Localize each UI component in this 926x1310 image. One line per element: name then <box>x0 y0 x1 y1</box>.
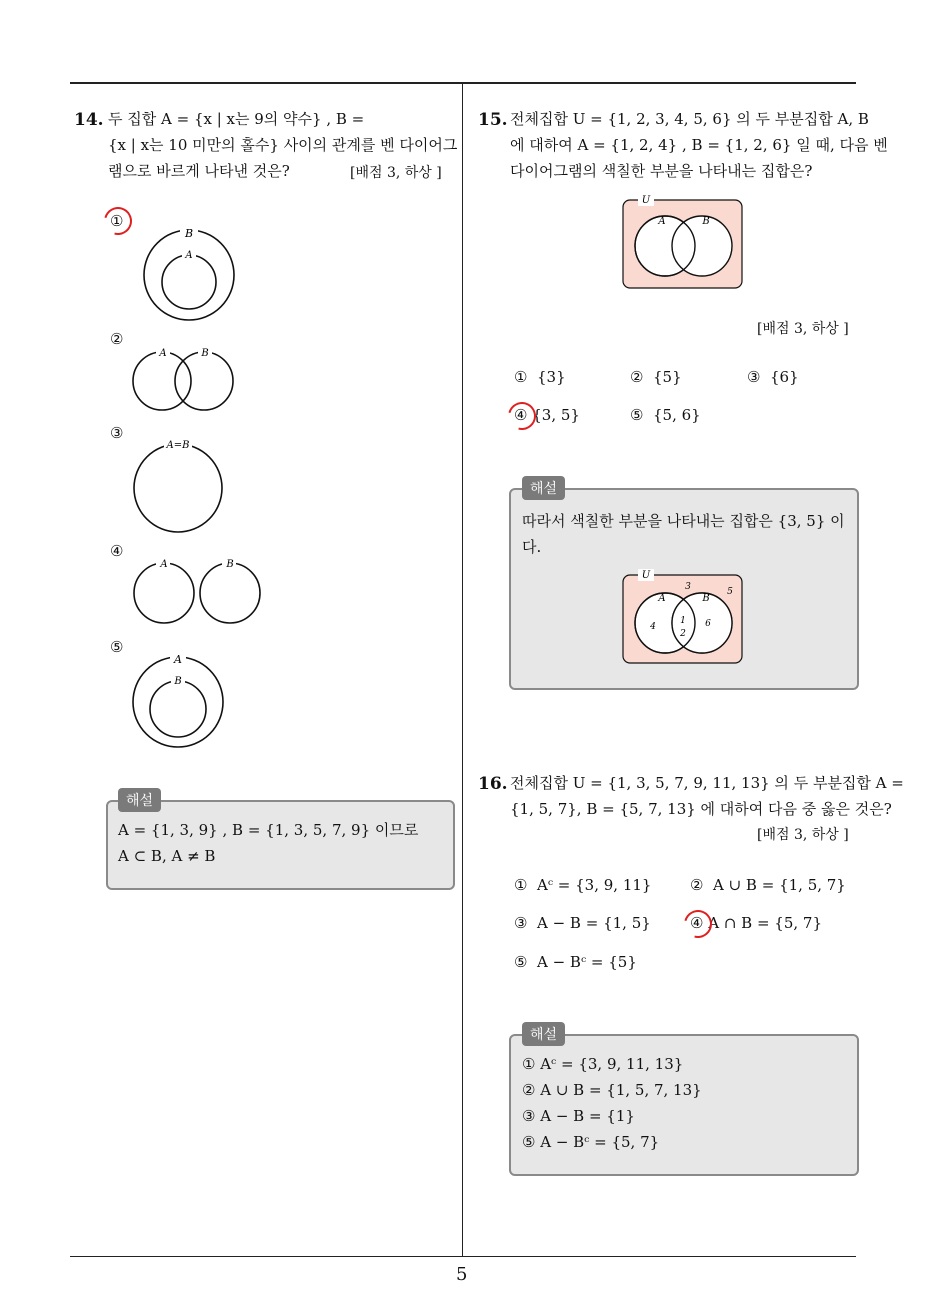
q15-option-3-text: {6} <box>770 368 799 386</box>
q16-option-1-label: ① <box>514 876 528 894</box>
q14-opt1-label-b: B <box>184 227 194 240</box>
q14-opt3-label-ab: A=B <box>166 440 190 451</box>
q15-option-2[interactable] <box>630 368 682 386</box>
q15-option-5-text: {5, 6} <box>653 406 701 424</box>
q15-solution-line1: 따라서 색칠한 부분을 나타내는 집합은 {3, 5} 이 <box>522 512 845 530</box>
q14-option-5-venn <box>130 652 230 752</box>
q14-line1: 두 집합 A = {x | x는 9의 약수} , B = <box>108 110 365 128</box>
q16-option-2-label: ② <box>690 876 704 894</box>
q16-option-5-label: ⑤ <box>514 953 528 971</box>
q15-sol-venn-label-u: U <box>641 570 651 581</box>
q16-option-3-text: A − B = {1, 5} <box>537 914 651 932</box>
q14-option-2-label[interactable]: ② <box>110 330 124 348</box>
q14-solution-line2: A ⊂ B, A ≠ B <box>118 847 216 865</box>
q15-option-3-label: ③ <box>747 368 761 386</box>
q15-sol-venn-num-5: 5 <box>727 587 733 597</box>
q14-option-4-label[interactable]: ④ <box>110 542 124 560</box>
q15-venn-label-a: A <box>658 216 666 227</box>
q16-option-4-label: ④ <box>690 914 704 932</box>
q14-number: 14. <box>74 110 104 130</box>
q15-venn-diagram <box>620 192 746 292</box>
q14-option-4-venn <box>130 556 270 626</box>
q15-solution-tag: 해설 <box>522 476 565 500</box>
q15-option-1-label: ① <box>514 368 528 386</box>
q14-opt4-label-b: B <box>226 559 234 570</box>
q15-line1: 전체집합 U = {1, 2, 3, 4, 5, 6} 의 두 부분집합 A, B <box>510 110 869 128</box>
q16-option-4-text: A ∩ B = {5, 7} <box>708 914 823 932</box>
q15-sol-venn-num-3: 3 <box>685 582 691 592</box>
q14-option-5-label[interactable]: ⑤ <box>110 638 124 656</box>
q15-sol-venn-num-6: 6 <box>705 619 711 629</box>
q14-opt2-label-b: B <box>201 348 209 359</box>
q15-points: [배점 3, 하상 ] <box>757 321 849 337</box>
q14-opt4-label-a: A <box>160 559 168 570</box>
q15-option-5[interactable] <box>630 406 701 424</box>
answer-mark-icon <box>503 397 541 435</box>
q14-points: [배점 3, 하상 ] <box>350 165 442 181</box>
q15-option-3[interactable] <box>747 368 799 386</box>
top-rule <box>70 82 856 84</box>
q16-solution-line1: ① Aᶜ = {3, 9, 11, 13} <box>522 1055 684 1073</box>
answer-mark-icon <box>679 905 717 943</box>
q15-sol-venn-num-4: 4 <box>650 622 656 632</box>
q16-number: 16. <box>478 774 508 794</box>
q15-option-5-label: ⑤ <box>630 406 644 424</box>
q16-points: [배점 3, 하상 ] <box>757 827 849 843</box>
q14-line2: {x | x는 10 미만의 홀수} 사이의 관계를 벤 다이어그 <box>108 136 458 154</box>
q15-option-4-text: {3, 5} <box>532 406 580 424</box>
page-number: 5 <box>456 1264 468 1285</box>
q14-opt1-label-a: A <box>185 250 193 261</box>
q14-option-1-venn <box>140 225 240 325</box>
q16-option-2-text: A ∪ B = {1, 5, 7} <box>713 876 846 894</box>
q15-sol-venn-label-a: A <box>658 593 666 604</box>
q16-option-2[interactable] <box>690 876 846 894</box>
q14-option-1-label[interactable]: ① <box>110 212 124 230</box>
q16-solution-line2: ② A ∪ B = {1, 5, 7, 13} <box>522 1081 702 1099</box>
q16-line1: 전체집합 U = {1, 3, 5, 7, 9, 11, 13} 의 두 부분집합 A = <box>510 774 904 792</box>
q15-sol-venn-num-1: 1 <box>680 616 686 626</box>
q16-option-5[interactable] <box>514 953 637 971</box>
q16-option-1[interactable] <box>514 876 651 894</box>
q15-venn-label-b: B <box>702 216 710 227</box>
q15-venn-label-u: U <box>641 195 651 206</box>
q15-solution-line2: 다. <box>522 538 542 556</box>
q15-number: 15. <box>478 110 508 130</box>
q15-option-1[interactable] <box>514 368 566 386</box>
q14-option-3-label[interactable]: ③ <box>110 424 124 442</box>
q14-option-3-venn <box>130 436 230 536</box>
q16-option-3-label: ③ <box>514 914 528 932</box>
answer-mark-icon <box>99 202 137 240</box>
q16-option-3[interactable] <box>514 914 651 932</box>
q14-opt5-label-b: B <box>174 676 182 687</box>
q16-solution-line3: ③ A − B = {1} <box>522 1107 635 1125</box>
q16-solution-line4: ⑤ A − Bᶜ = {5, 7} <box>522 1133 660 1151</box>
q16-solution-tag: 해설 <box>522 1022 565 1046</box>
q14-opt5-label-a: A <box>174 653 182 666</box>
q14-option-2-venn <box>130 344 240 414</box>
q15-option-2-label: ② <box>630 368 644 386</box>
q14-line3: 램으로 바르게 나타낸 것은? <box>108 162 290 180</box>
q14-opt2-label-a: A <box>159 348 167 359</box>
q14-solution-tag: 해설 <box>118 788 161 812</box>
q15-solution-venn <box>620 565 746 667</box>
q15-line2: 에 대하여 A = {1, 2, 4} , B = {1, 2, 6} 일 때, 다음 벤 <box>510 136 888 154</box>
column-divider <box>462 82 463 1257</box>
q15-option-2-text: {5} <box>653 368 682 386</box>
q16-line2: {1, 5, 7}, B = {5, 7, 13} 에 대하여 다음 중 옳은 것은? <box>510 800 892 818</box>
bottom-rule <box>70 1256 856 1257</box>
q15-sol-venn-num-2: 2 <box>680 629 686 639</box>
q16-option-1-text: Aᶜ = {3, 9, 11} <box>537 876 652 894</box>
q15-sol-venn-label-b: B <box>702 593 710 604</box>
q14-solution-line1: A = {1, 3, 9} , B = {1, 3, 5, 7, 9} 이므로 <box>118 821 419 839</box>
q15-option-4-label: ④ <box>514 406 528 424</box>
q16-option-5-text: A − Bᶜ = {5} <box>537 953 637 971</box>
q15-option-1-text: {3} <box>537 368 566 386</box>
q15-line3: 다이어그램의 색칠한 부분을 나타내는 집합은? <box>510 162 813 180</box>
